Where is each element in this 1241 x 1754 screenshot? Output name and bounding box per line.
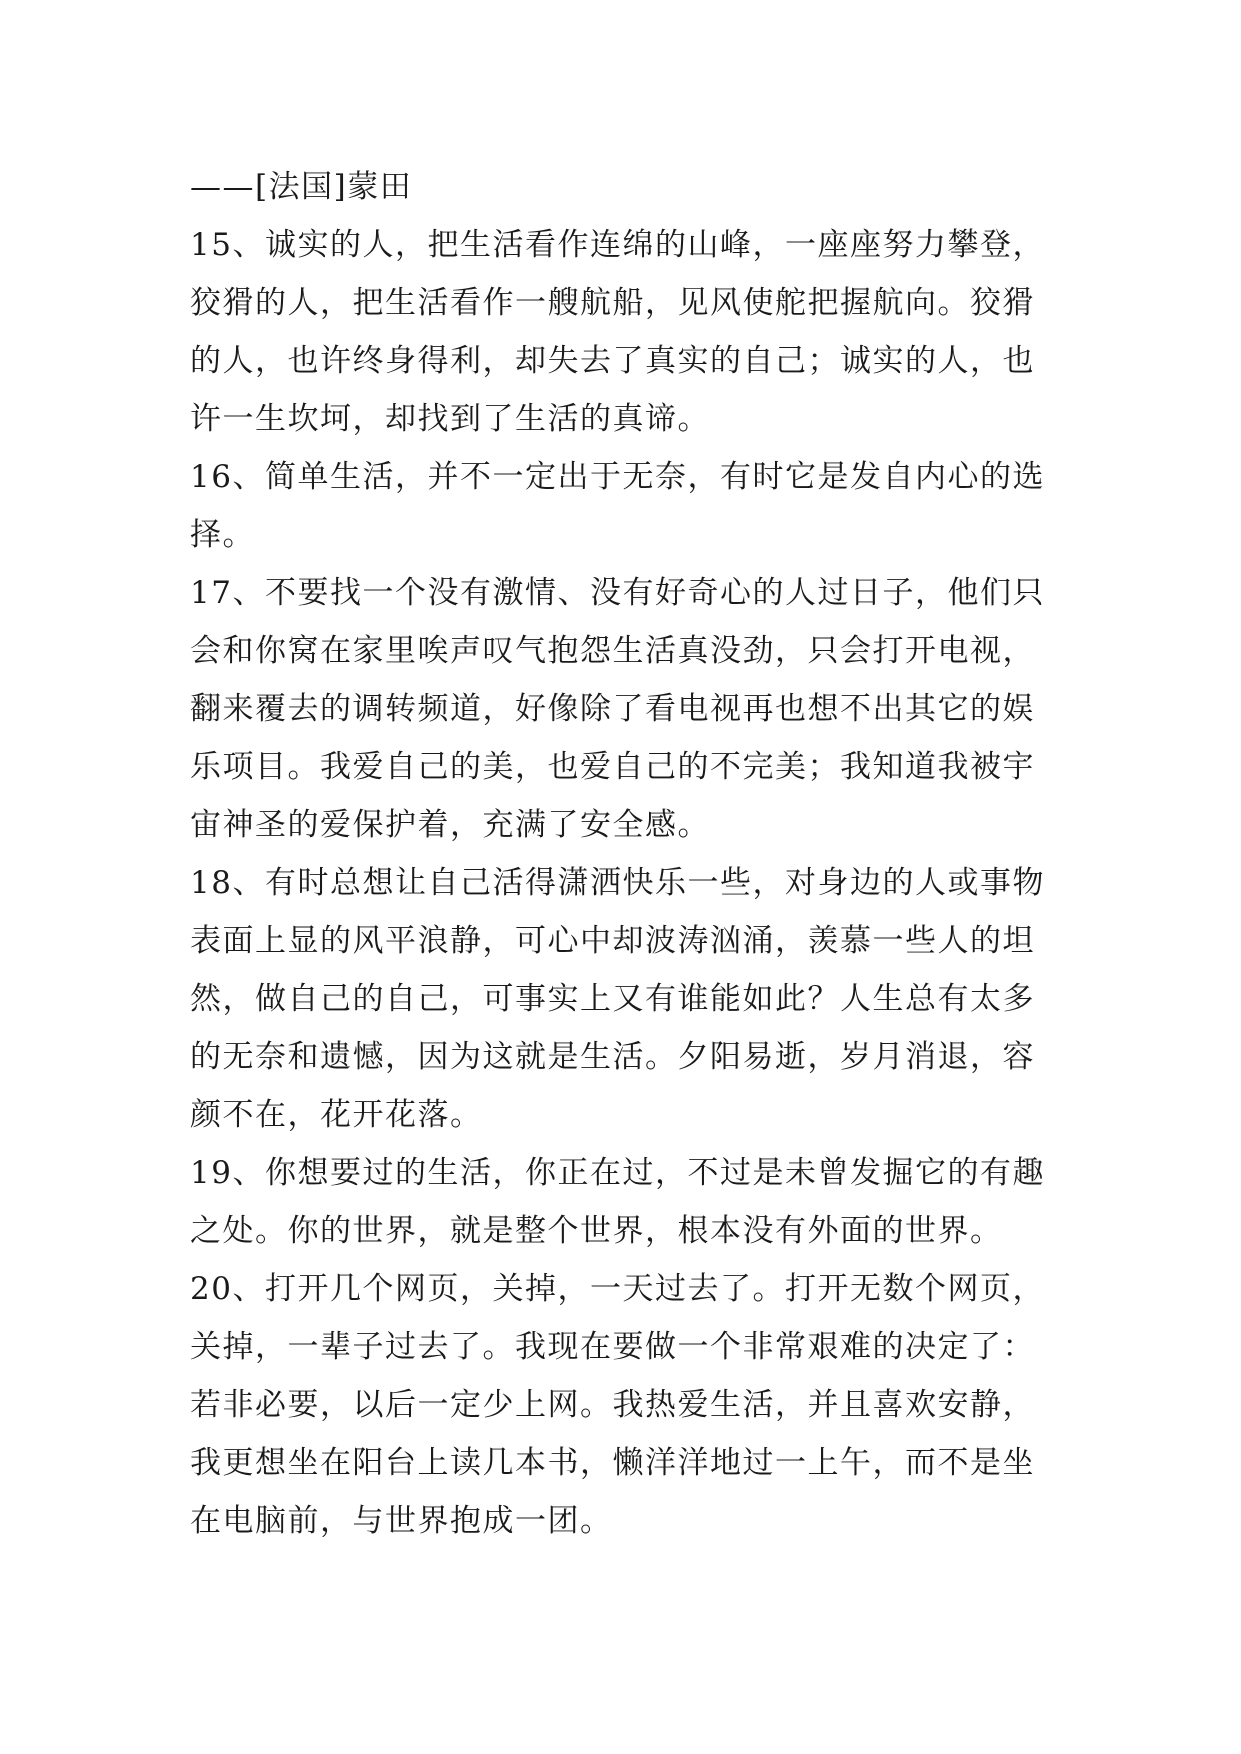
text-line: 我更想坐在阳台上读几本书，懒洋洋地过一上午，而不是坐 [190,1445,1035,1481]
text-line: 表面上显的风平浪静，可心中却波涛汹涌，羡慕一些人的坦 [190,923,1035,959]
text-line: 20、打开几个网页，关掉，一天过去了。打开无数个网页， [190,1271,1045,1307]
text-line: 关掉，一辈子过去了。我现在要做一个非常艰难的决定了： [190,1329,1035,1365]
text-line: 乐项目。我爱自己的美，也爱自己的不完美；我知道我被宇 [190,749,1035,785]
attribution-line: ——[法国]蒙田 [190,169,413,205]
text-line: 在电脑前，与世界抱成一团。 [190,1503,613,1539]
text-line: 若非必要，以后一定少上网。我热爱生活，并且喜欢安静， [190,1387,1035,1423]
text-line: 15、诚实的人，把生活看作连绵的山峰，一座座努力攀登， [190,227,1045,263]
text-line: 之处。你的世界，就是整个世界，根本没有外面的世界。 [190,1213,1003,1249]
text-line: 17、不要找一个没有激情、没有好奇心的人过日子，他们只 [190,575,1045,611]
text-line: 翻来覆去的调转频道，好像除了看电视再也想不出其它的娱 [190,691,1035,727]
document-body [190,158,1070,1550]
text-line: 颜不在，花开花落。 [190,1097,483,1133]
text-line: 宙神圣的爱保护着，充满了安全感。 [190,807,710,843]
text-line: 然，做自己的自己，可事实上又有谁能如此？人生总有太多 [190,981,1035,1017]
text-line: 的人，也许终身得利，却失去了真实的自己；诚实的人，也 [190,343,1035,379]
text-line: 会和你窝在家里唉声叹气抱怨生活真没劲，只会打开电视， [190,633,1035,669]
text-line: 18、有时总想让自己活得潇洒快乐一些，对身边的人或事物 [190,865,1045,901]
text-line: 许一生坎坷，却找到了生活的真谛。 [190,401,710,437]
text-line: 择。 [190,517,255,553]
text-line: 16、简单生活，并不一定出于无奈，有时它是发自内心的选 [190,459,1045,495]
text-line: 狡猾的人，把生活看作一艘航船，见风使舵把握航向。狡猾 [190,285,1035,321]
text-line: 的无奈和遗憾，因为这就是生活。夕阳易逝，岁月消退，容 [190,1039,1035,1075]
text-line: 19、你想要过的生活，你正在过，不过是未曾发掘它的有趣 [190,1155,1045,1191]
